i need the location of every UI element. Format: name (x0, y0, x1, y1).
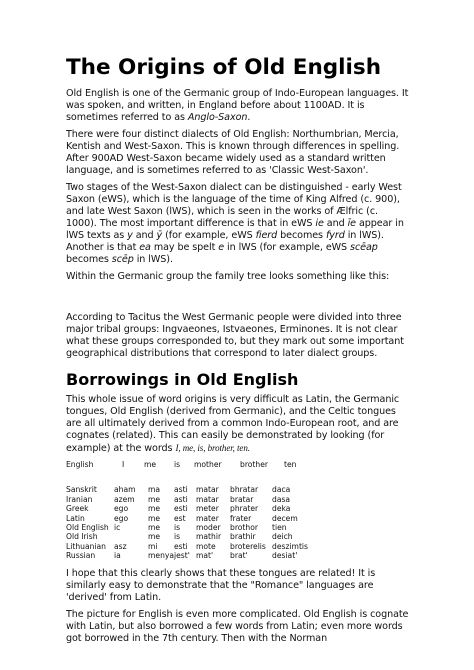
table-header-cell: me (144, 460, 157, 469)
table-cell: me (148, 532, 161, 542)
table-cell: matar (196, 485, 219, 495)
paragraph-family-tree-intro: Within the Germanic group the family tree looks something like this: (66, 271, 390, 282)
paragraph-west-saxon-stages (66, 182, 411, 266)
paragraph-intro-text: Old English is one of the Germanic group of Indo-European languages. It was spoken, and written, in England before about 1100AD. It is sometimes referred to as (66, 88, 409, 123)
table-header-row (66, 460, 411, 469)
table-header-cell: is (174, 460, 181, 469)
table-cell: asti (174, 485, 188, 495)
table-header-cell: English (66, 460, 94, 469)
table-cell: matar (196, 494, 219, 504)
table-cell: Russian (66, 551, 96, 561)
table-cell: asz (114, 541, 127, 551)
table-cell: is (174, 523, 181, 533)
table-cell: mi (148, 541, 158, 551)
table-row (66, 504, 411, 513)
table-cell: brathir (230, 532, 256, 542)
family-tree-space (66, 288, 411, 312)
text-run: (for example, eWS (162, 230, 256, 241)
paragraph-intro (66, 88, 411, 124)
term: y (127, 230, 133, 241)
table-cell: daca (272, 485, 291, 495)
table-cell: bhratar (230, 485, 259, 495)
table-cell: ic (114, 523, 121, 533)
table-cell: brat' (230, 551, 248, 561)
table-cell: deka (272, 504, 291, 514)
table-cell: mote (196, 541, 216, 551)
paragraph-english-picture: The picture for English is even more complicated. Old English is cognate with Latin, but also borrowed a few words from Latin; even more words got borrowed in the 7th century. Then with the Norman (66, 608, 409, 644)
table-cell: Old Irish (66, 532, 98, 542)
table-cell: Lithuanian (66, 541, 106, 551)
table-header-cell: I (122, 460, 125, 469)
table-cell: ego (114, 504, 129, 514)
table-spacer (66, 469, 411, 485)
table-cell: esti (174, 504, 188, 514)
term: fierd (255, 230, 278, 241)
term-anglo-saxon: Anglo-Saxon (187, 112, 248, 123)
paragraph-related-tongues: I hope that this clearly shows that these tongues are related! It is similarly easy to demonstrate that the "Romance" languages are 'derived' from Latin. (66, 567, 376, 603)
section-heading-borrowings: Borrowings in Old English (66, 370, 299, 389)
table-cell: Greek (66, 504, 89, 514)
cognates-table (66, 460, 411, 561)
table-cell: broterelis (230, 541, 266, 551)
table-cell: me (148, 523, 161, 533)
paragraph-intro-end: . (247, 112, 251, 123)
term: īe (347, 218, 356, 229)
text-run: and (323, 218, 348, 229)
table-cell: deszimtis (272, 541, 308, 551)
paragraph-tacitus: According to Tacitus the West Germanic people were divided into three major tribal groups: Ingvaeones, Istvaeones, Erminones. It is not clear what these groups corresponded to, but they mark out some important geographical distributions that correspond to later dialect groups. (66, 312, 404, 359)
table-row (66, 485, 411, 494)
table-cell: brothor (230, 523, 258, 533)
term: ie (315, 218, 324, 229)
table-cell: ia (114, 551, 121, 561)
example-words: I, me, is, brother, ten. (175, 443, 250, 453)
paragraph-word-origins-text: This whole issue of word origins is very difficult as Latin, the Germanic tongues, Old English (derived from Germanic), and the Celtic tongues are all ultimately derived from a common Indo-European root, and are cognates (related). This can easily be demonstrated by looking (for example) at the words (66, 394, 400, 454)
table-row (66, 542, 411, 551)
table-cell: jest' (174, 551, 190, 561)
table-cell: est (174, 513, 186, 523)
paragraph-word-origins (66, 394, 411, 455)
table-cell: ego (114, 513, 129, 523)
table-cell: desiat' (272, 551, 298, 561)
text-run: becomes (66, 254, 112, 265)
table-cell: azem (114, 494, 135, 504)
table-cell: me (148, 494, 161, 504)
text-run: in lWS (for example, eWS (224, 242, 351, 253)
table-cell (114, 532, 148, 541)
table-body (66, 485, 411, 560)
table-cell: menya (148, 551, 175, 561)
paragraph-dialects: There were four distinct dialects of Old English: Northumbrian, Mercia, Kentish and West-Saxon. This is known through differences in spelling. After 900AD West-Saxon became widely used as a standard written language, and is sometimes referred to as 'Classic West-Saxon'. (66, 129, 400, 176)
table-row (66, 523, 411, 532)
table-cell: tien (272, 523, 287, 533)
table-row (66, 514, 411, 523)
table-row (66, 532, 411, 541)
term: e (218, 242, 225, 253)
table-cell: meter (196, 504, 219, 514)
table-row (66, 551, 411, 560)
table-header-cell: ten (284, 460, 297, 469)
table-cell: bratar (230, 494, 254, 504)
term: scēp (111, 254, 134, 265)
table-cell: mat' (196, 551, 214, 561)
text-run: appear in lWS texts as (66, 218, 404, 241)
table-cell: me (148, 513, 161, 523)
table-cell: asti (174, 494, 188, 504)
term: ȳ (156, 230, 163, 241)
term: fyrd (325, 230, 345, 241)
table-cell: moder (196, 523, 221, 533)
table-cell: decem (272, 513, 298, 523)
table-cell: is (174, 532, 181, 542)
table-cell: Iranian (66, 494, 93, 504)
page-title: The Origins of Old English (66, 55, 381, 80)
text-run: in lWS). Another is that (66, 230, 384, 253)
table-cell: Old English (66, 523, 109, 533)
text-run: and (132, 230, 157, 241)
table-cell: mathir (196, 532, 222, 542)
table-cell: phrater (230, 504, 259, 514)
table-cell: Latin (66, 513, 85, 523)
table-cell: dasa (272, 494, 291, 504)
text-run: in lWS). (133, 254, 173, 265)
table-cell: aham (114, 485, 136, 495)
table-cell: deich (272, 532, 293, 542)
table-cell: ma (148, 485, 161, 495)
text-run: may be spelt (150, 242, 219, 253)
table-cell: Sanskrit (66, 485, 97, 495)
table-cell: esti (174, 541, 188, 551)
term: scēap (350, 242, 378, 253)
table-cell: frater (230, 513, 252, 523)
table-cell: me (148, 504, 161, 514)
table-cell: mater (196, 513, 219, 523)
table-row (66, 495, 411, 504)
text-run: Two stages of the West-Saxon dialect can be distinguished - early West Saxon (eWS), which is the language of the time of King Alfred (c. 900), and late West Saxon (lWS), which is seen in the works of Ælfric (c. 1000). The most important difference is that in eWS (66, 182, 402, 229)
term: ea (139, 242, 151, 253)
table-header-cell: brother (240, 460, 269, 469)
text-run: becomes (277, 230, 326, 241)
table-header-cell: mother (194, 460, 222, 469)
document-body (66, 55, 411, 650)
